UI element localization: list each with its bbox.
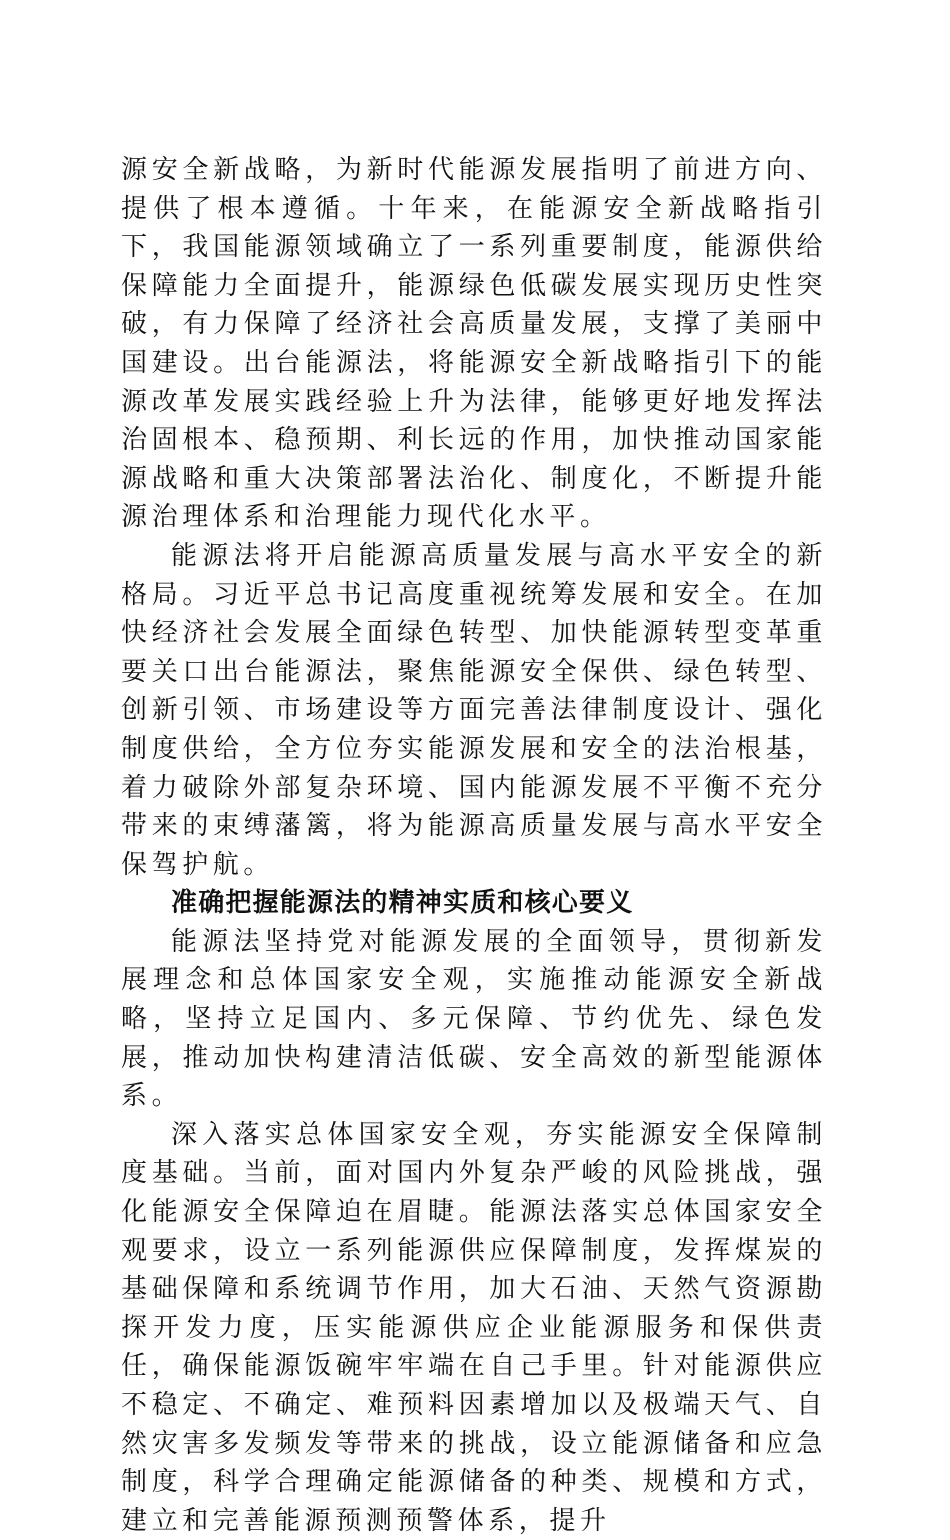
section-heading: 准确把握能源法的精神实质和核心要义 [171, 888, 634, 919]
paragraph-security-foundation: 深入落实总体国家安全观，夯实能源安全保障制度基础。当前，面对国内外复杂严峻的风险挑战，强化能源安全保障迫在眉睫。能源法落实总体国家安全观要求，设立一系列能源供应保障制度，发挥煤炭的基础保障和系统调节作用，加大石油、天然气资源勘探开发力度，压实能源供应企业能源服务和保供责任，确保能源饭碗牢牢端在自己手里。针对能源供应不稳定、不确定、难预料因素增加以及极端天气、自然灾害多发频发等带来的挑战，设立能源储备和应急制度，科学合理确定能源储备的种类、规模和方式，建立和完善能源预测预警体系，提升 [121, 1119, 827, 1536]
paragraph-core-principles: 能源法坚持党对能源发展的全面领导，贯彻新发展理念和总体国家安全观，实施推动能源安全新战略，坚持立足国内、多元保障、节约优先、绿色发展，推动加快构建清洁低碳、安全高效的新型能源体系。 [121, 926, 827, 1112]
document-page [121, 151, 827, 1540]
paragraph-new-pattern: 能源法将开启能源高质量发展与高水平安全的新格局。习近平总书记高度重视统筹发展和安全。在加快经济社会发展全面绿色转型、加快能源转型变革重要关口出台能源法，聚焦能源安全保供、绿色转型、创新引领、市场建设等方面完善法律制度设计、强化制度供给，全方位夯实能源发展和安全的法治根基，着力破除外部复杂环境、国内能源发展不平衡不充分带来的束缚藩篱，将为能源高质量发展与高水平安全保驾护航。 [121, 540, 827, 880]
paragraph-continuation: 源安全新战略，为新时代能源发展指明了前进方向、提供了根本遵循。十年来，在能源安全新战略指引下，我国能源领域确立了一系列重要制度，能源供给保障能力全面提升，能源绿色低碳发展实现历史性突破，有力保障了经济社会高质量发展，支撑了美丽中国建设。出台能源法，将能源安全新战略指引下的能源改革发展实践经验上升为法律，能够更好地发挥法治固根本、稳预期、利长远的作用，加快推动国家能源战略和重大决策部署法治化、制度化，不断提升能源治理体系和治理能力现代化水平。 [121, 155, 827, 533]
